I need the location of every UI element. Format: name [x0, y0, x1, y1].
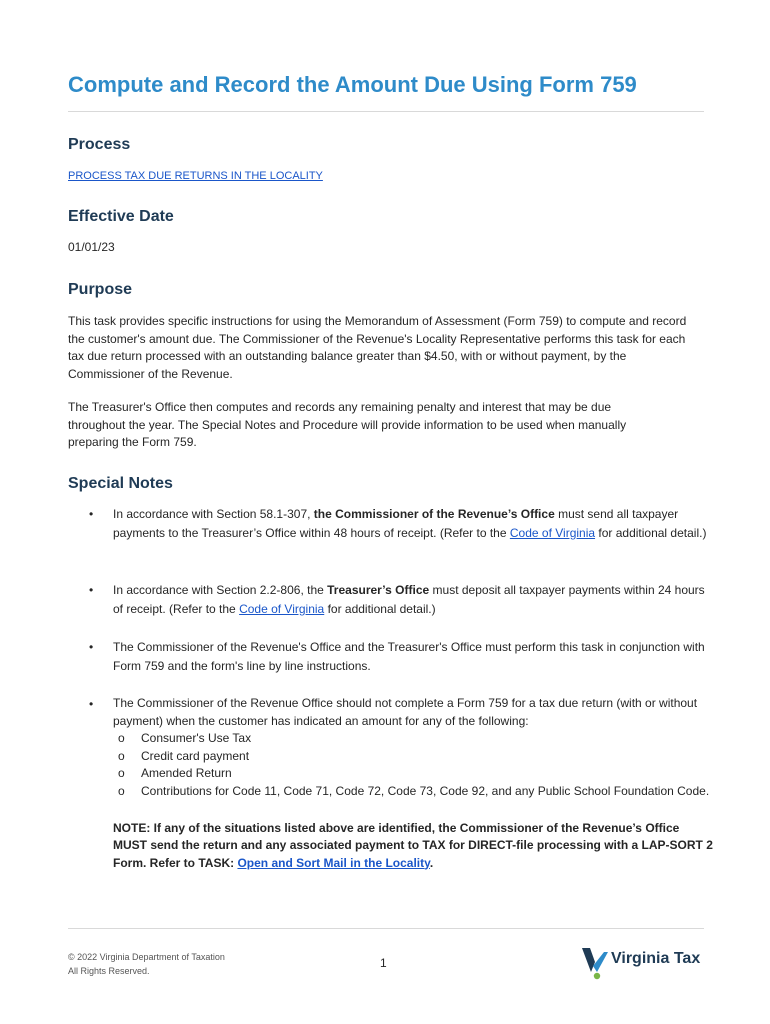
- sub-list-item: [113, 748, 713, 766]
- special-notes-heading: Special Notes: [68, 475, 173, 492]
- title-divider: [68, 111, 704, 112]
- rights-text: All Rights Reserved.: [68, 966, 150, 976]
- sub-list-item: [113, 783, 713, 818]
- bullet-main-text: The Commissioner of the Revenue Office should not complete a Form 759 for a tax due return (with or without payment) when the customer has indicated an amount for any of the following:: [113, 696, 698, 728]
- page-title: Compute and Record the Amount Due Using Form 759: [68, 72, 637, 97]
- sub-item-text: Contributions for Code 11, Code 71, Code 72, Code 73, Code 92, and any Public School Foundation Code.: [141, 783, 710, 798]
- text-run: In accordance with Section 58.1-307,: [113, 507, 314, 521]
- open-and-sort-mail-link[interactable]: Open and Sort Mail in the Locality: [237, 855, 430, 870]
- bold-run: the Commissioner of the Revenue’s Office: [313, 507, 555, 521]
- text-run: must send all taxpayer payments to the Treasurer’s Office within 48 hours of receipt. (Refer to the: [113, 507, 679, 540]
- code-of-virginia-link[interactable]: Code of Virginia: [509, 526, 596, 540]
- bullet-marker: •: [89, 583, 94, 597]
- effective-date-value: 01/01/23: [68, 240, 115, 254]
- sub-list-item: [113, 730, 713, 748]
- note-run: .: [429, 855, 434, 870]
- process-section: [68, 168, 704, 186]
- purpose-paragraph-2: The Treasurer's Office then computes and records any remaining penalty and interest that may be due throughout the year. The Special Notes and Procedure will provide information to be used when manually preparing the Form 759.: [68, 400, 627, 449]
- text-run: must deposit all taxpayer payments within 24 hours of receipt. (Refer to the: [113, 583, 705, 616]
- effective-date-heading: Effective Date: [68, 208, 174, 225]
- footer-divider: [68, 928, 704, 929]
- bold-run: Treasurer’s Office: [327, 583, 430, 597]
- sub-bullet-marker: o: [118, 731, 125, 745]
- sub-item-text: Credit card payment: [141, 748, 250, 763]
- bullet-text: [113, 505, 713, 543]
- bullet-marker: •: [89, 697, 94, 711]
- purpose-heading: Purpose: [68, 281, 133, 298]
- logo-text: Virginia Tax: [611, 950, 701, 967]
- purpose-paragraph-1: This task provides specific instructions for using the Memorandum of Assessment (Form 759) to compute and record the customer's amount due. The Commissioner of the Revenue's Locality Representative performs this task for each tax due return processed with an outstanding balance greater than $4.50, with or without payment, by the Commissioner of the Revenue.: [68, 314, 687, 381]
- copyright-text: © 2022 Virginia Department of Taxation: [68, 952, 225, 962]
- process-link[interactable]: PROCESS TAX DUE RETURNS IN THE LOCALITY: [68, 170, 323, 182]
- text-run: for additional detail.): [595, 526, 707, 540]
- bullet-text: The Commissioner of the Revenue's Office and the Treasurer's Office must perform this task in conjunction with Form 759 and the form's line by line instructions.: [113, 640, 705, 673]
- sub-item-text: Amended Return: [141, 766, 232, 780]
- logo-mark-icon: [580, 944, 610, 980]
- bullet-marker: •: [89, 640, 94, 654]
- virginia-tax-logo: [580, 944, 720, 980]
- note-text: [113, 820, 713, 873]
- sub-bullet-marker: o: [118, 783, 125, 798]
- page-number: 1: [380, 956, 387, 970]
- sub-item-text: Consumer's Use Tax: [141, 731, 252, 745]
- sub-list-item: [113, 765, 713, 783]
- sub-bullet-marker: o: [118, 766, 125, 780]
- bullet-text: [113, 695, 713, 872]
- note-run: NOTE: If any of the situations listed above are identified, the Commissioner of the Revenue’s Office MUST send the return and any associated payment to TAX for DIRECT-file processing with a LAP-SORT 2 Form. Refer to TASK:: [113, 820, 713, 870]
- text-run: In accordance with Section 2.2-806, the: [113, 583, 328, 597]
- process-heading: Process: [68, 136, 131, 153]
- text-run: for additional detail.): [324, 602, 436, 616]
- bullet-text: [113, 581, 713, 619]
- bullet-marker: •: [89, 507, 94, 521]
- sub-bullet-marker: o: [118, 748, 125, 763]
- footer-copyright: [68, 950, 225, 978]
- code-of-virginia-link[interactable]: Code of Virginia: [239, 602, 325, 616]
